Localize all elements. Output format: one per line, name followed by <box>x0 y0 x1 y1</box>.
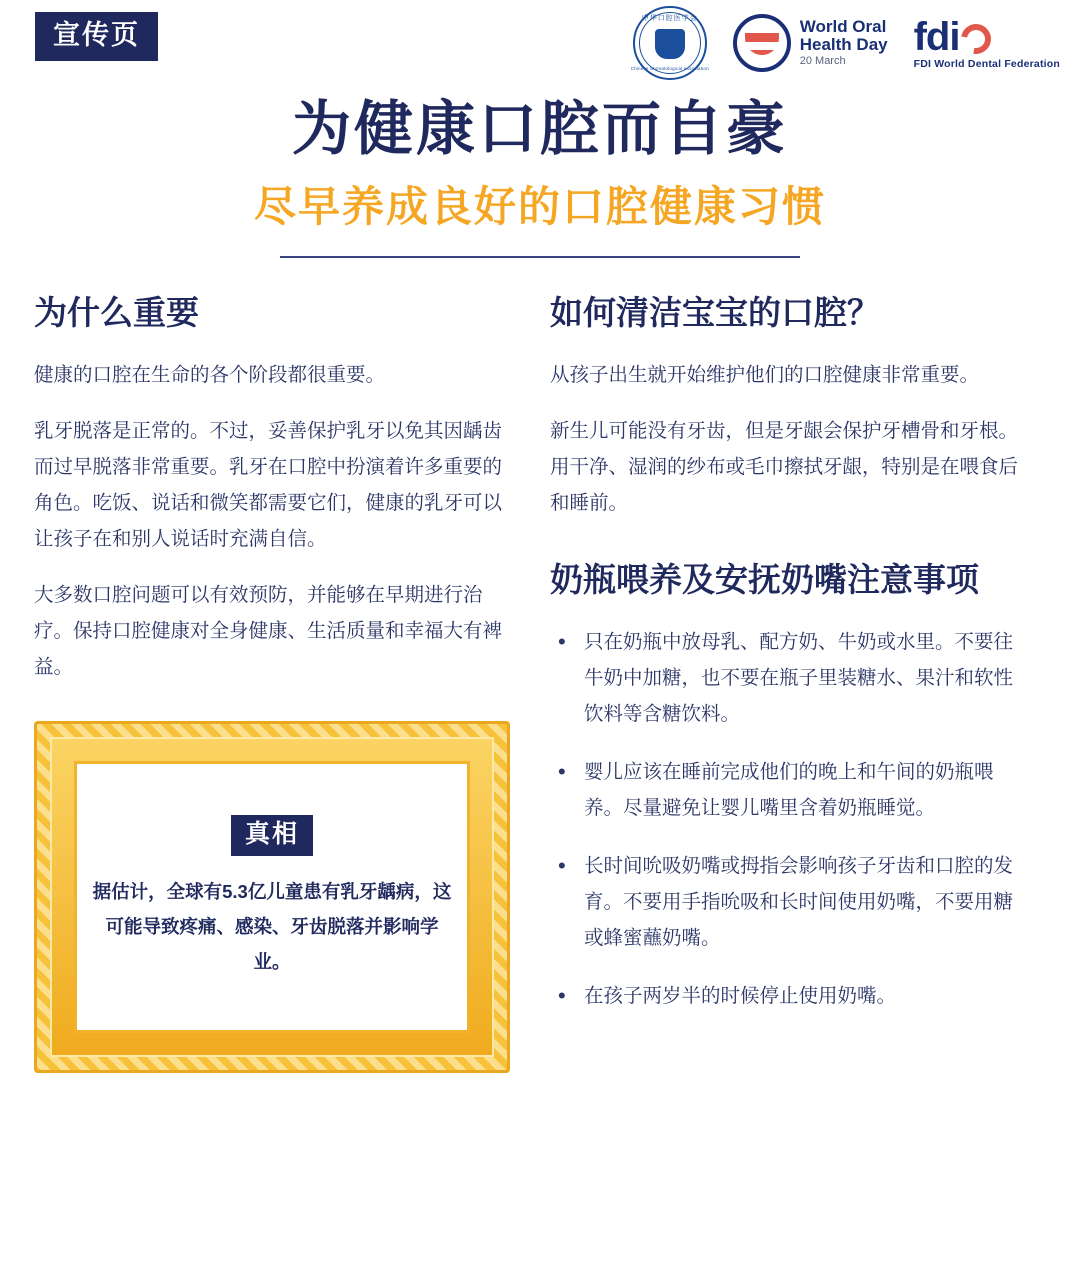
list-item: • 只在奶瓶中放母乳、配方奶、牛奶或水里。不要往牛奶中加糖，也不要在瓶子里装糖水、果汁和软性饮料等含糖饮料。 <box>550 624 1030 732</box>
bottle-feeding-bullet-list <box>550 624 1030 1015</box>
list-item: • 在孩子两岁半的时候停止使用奶嘴。 <box>550 978 1030 1014</box>
fdi-swoosh-icon <box>956 18 998 60</box>
flyer-badge: 宣传页 <box>35 12 158 61</box>
logo-group <box>630 6 1060 80</box>
wohd-line-2: Health Day <box>799 35 888 55</box>
right-section-heading-1: 如何清洁宝宝的口腔？ <box>550 293 880 331</box>
left-column <box>34 292 504 1073</box>
wohd-line-1: World Oral <box>799 17 887 37</box>
left-paragraph-2: 乳牙脱落是正常的。不过，妥善保护乳牙以免其因龋齿而过早脱落非常重要。乳牙在口腔中扮演着许多重要的角色。吃饭、说话和微笑都需要它们，健康的乳牙可以让孩子在和别人说话时充满自信。 <box>34 419 503 550</box>
page-title: 为健康口腔而自豪 <box>291 96 788 162</box>
csa-logo-chinese-text: 中华口腔医学会 <box>641 15 698 22</box>
page-header <box>0 0 1080 86</box>
wohd-date: 20 March <box>799 55 846 68</box>
fdi-logo <box>913 14 1060 70</box>
list-item: • 长时间吮吸奶嘴或拇指会影响孩子牙齿和口腔的发育。不要用手指吮吸和长时间使用奶嘴，不要用糖或蜂蜜蘸奶嘴。 <box>550 848 1030 956</box>
right-paragraph-2: 新生儿可能没有牙齿，但是牙龈会保护牙槽骨和牙根。用干净、湿润的纱布或毛巾擦拭牙龈，特别是在喂食后和睡前。 <box>550 419 1019 514</box>
left-paragraph-3: 大多数口腔问题可以有效预防，并能够在早期进行治疗。保持口腔健康对全身健康、生活质量和幸福大有裨益。 <box>34 584 503 679</box>
wohd-wordmark <box>800 18 888 67</box>
teeth-shape <box>745 42 779 50</box>
right-column <box>550 292 1030 1073</box>
chinese-stomatological-association-logo <box>630 6 709 80</box>
right-section-heading-2: 奶瓶喂养及安抚奶嘴注意事项 <box>550 560 979 598</box>
fdi-wordmark: fdi <box>913 14 960 59</box>
world-oral-health-day-logo <box>733 14 888 72</box>
mouth-icon <box>733 14 791 72</box>
fact-box <box>34 721 510 1073</box>
left-paragraph-1: 健康的口腔在生命的各个阶段都很重要。 <box>34 363 386 386</box>
fact-box-tag: 真相 <box>231 815 313 856</box>
content-columns <box>0 258 1080 1073</box>
title-block <box>0 96 1080 258</box>
csa-logo-english-text: Chinese Stomatological Association <box>630 66 709 71</box>
left-section-heading: 为什么重要 <box>34 293 199 331</box>
fdi-subtitle: FDI World Dental Federation <box>913 57 1060 70</box>
fact-frame-inner <box>74 761 470 1033</box>
fact-box-text: 据估计，全球有5.3亿儿童患有乳牙龋病，这可能导致疼痛、感染、牙齿脱落并影响学业。 <box>92 881 452 973</box>
list-item: • 婴儿应该在睡前完成他们的晚上和午间的奶瓶喂养。尽量避免让婴儿嘴里含着奶瓶睡觉。 <box>550 754 1030 826</box>
page-subtitle: 尽早养成良好的口腔健康习惯 <box>253 182 826 230</box>
right-paragraph-1: 从孩子出生就开始维护他们的口腔健康非常重要。 <box>550 363 980 386</box>
